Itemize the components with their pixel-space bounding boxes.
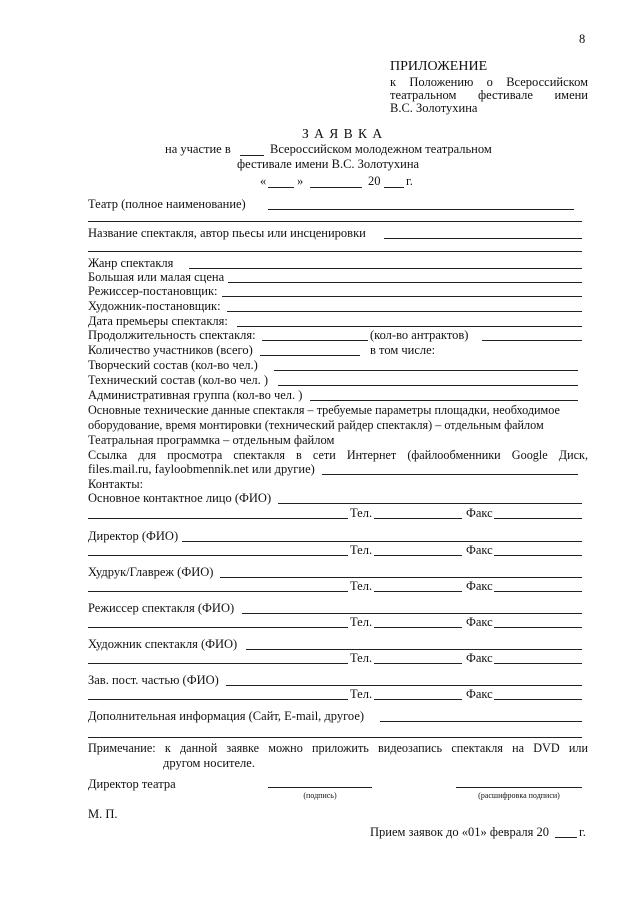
contact-designer-tel-label: Тел. <box>350 651 373 665</box>
duration-label: Продолжительность спектакля: <box>88 328 256 342</box>
contact-designer-fax-field[interactable] <box>494 663 582 664</box>
contact-artdirector-name-field-extra[interactable] <box>88 591 348 592</box>
contact-production-head-name-field-extra[interactable] <box>88 699 348 700</box>
date-month-field[interactable] <box>310 187 362 188</box>
heading-line-1-suffix: Всероссийском молодежном театральном <box>270 142 492 156</box>
contact-main-fax-field[interactable] <box>494 518 582 519</box>
tech-data-line-2: оборудование, время монтировки (технический райдер спектакля) – отдельным файлом <box>88 418 544 432</box>
director-field[interactable] <box>222 296 582 297</box>
premiere-label: Дата премьеры спектакля: <box>88 314 228 328</box>
including-label: в том числе: <box>370 343 436 357</box>
contact-designer-label: Художник спектакля (ФИО) <box>88 637 238 651</box>
creative-label: Творческий состав (кол-во чел.) <box>88 358 258 372</box>
deadline-suffix: г. <box>579 825 586 839</box>
contacts-title: Контакты: <box>88 477 144 491</box>
contact-main-name-field-extra[interactable] <box>88 518 348 519</box>
contact-production-head-fax-field[interactable] <box>494 699 582 700</box>
intermissions-field[interactable] <box>482 340 582 341</box>
contact-designer-fax-label: Факс <box>466 651 493 665</box>
genre-label: Жанр спектакля <box>88 256 174 270</box>
contact-main-tel-field[interactable] <box>374 518 462 519</box>
premiere-field[interactable] <box>237 326 582 327</box>
link-line-1: Ссылка для просмотра спектакля в сети Интернет (файлообменники Google Диск, <box>88 448 588 462</box>
contact-production-head-label: Зав. пост. частью (ФИО) <box>88 673 219 687</box>
contact-director-name-field[interactable] <box>182 541 582 542</box>
contact-artdirector-tel-label: Тел. <box>350 579 373 593</box>
theatre-label: Театр (полное наименование) <box>88 197 246 211</box>
seal-label: М. П. <box>88 807 118 821</box>
contact-artdirector-fax-field[interactable] <box>494 591 582 592</box>
link-field[interactable] <box>322 474 578 475</box>
intermissions-label: (кол-во антрактов) <box>370 328 469 342</box>
contact-artdirector-name-field[interactable] <box>220 577 582 578</box>
contact-stage-director-fax-label: Факс <box>466 615 493 629</box>
appendix-line-1: к Положению о Всероссийском <box>390 75 588 89</box>
signature-field[interactable] <box>268 787 372 788</box>
participants-field[interactable] <box>260 355 360 356</box>
contact-main-fax-label: Факс <box>466 506 493 520</box>
artist-field[interactable] <box>227 311 582 312</box>
contact-stage-director-name-field[interactable] <box>242 613 582 614</box>
contact-stage-director-tel-field[interactable] <box>374 627 462 628</box>
spectacle-name-field[interactable] <box>384 238 582 239</box>
stage-label: Большая или малая сцена <box>88 270 225 284</box>
contact-main-tel-label: Тел. <box>350 506 373 520</box>
signature-decode-caption: (расшифровка подписи) <box>478 791 560 800</box>
creative-field[interactable] <box>274 370 578 371</box>
additional-info-field-extra[interactable] <box>88 737 582 738</box>
technical-field[interactable] <box>278 385 578 386</box>
contact-main-label: Основное контактное лицо (ФИО) <box>88 491 272 505</box>
page-number: 8 <box>579 32 586 46</box>
contact-production-head-name-field[interactable] <box>226 685 582 686</box>
artist-label: Художник-постановщик: <box>88 299 221 313</box>
date-year-field[interactable] <box>384 187 404 188</box>
contact-production-head-fax-label: Факс <box>466 687 493 701</box>
appendix-title: ПРИЛОЖЕНИЕ <box>390 59 488 74</box>
additional-info-field[interactable] <box>380 721 582 722</box>
deadline-year-field[interactable] <box>555 837 577 838</box>
duration-field[interactable] <box>262 340 368 341</box>
note-line-1: Примечание: к данной заявке можно приложить видеозапись спектакля на DVD или <box>88 741 588 755</box>
date-day-field[interactable] <box>268 187 294 188</box>
director-label: Режиссер-постановщик: <box>88 284 218 298</box>
contact-director-name-field-extra[interactable] <box>88 555 348 556</box>
participants-label: Количество участников (всего) <box>88 343 253 357</box>
note-line-2: другом носителе. <box>163 756 255 770</box>
contact-designer-tel-field[interactable] <box>374 663 462 664</box>
signature-caption: (подпись) <box>303 791 337 800</box>
contact-artdirector-label: Худрук/Главреж (ФИО) <box>88 565 214 579</box>
genre-field[interactable] <box>189 268 582 269</box>
deadline-prefix: Прием заявок до «01» февраля 20 <box>370 825 549 839</box>
additional-info-label: Дополнительная информация (Сайт, E-mail, другое) <box>88 709 365 723</box>
contact-director-fax-label: Факс <box>466 543 493 557</box>
contact-production-head-tel-field[interactable] <box>374 699 462 700</box>
contact-main-name-field[interactable] <box>278 503 582 504</box>
contact-designer-name-field[interactable] <box>246 649 582 650</box>
contact-artdirector-fax-label: Факс <box>466 579 493 593</box>
heading-line-2: фестивале имени В.С. Золотухина <box>237 157 420 171</box>
spectacle-name-field-extra[interactable] <box>88 251 582 252</box>
contact-director-tel-label: Тел. <box>350 543 373 557</box>
edition-number-field[interactable] <box>240 155 264 156</box>
appendix-line-2: театральном фестивале имени <box>390 88 588 102</box>
signature-decode-field[interactable] <box>456 787 582 788</box>
contact-director-fax-field[interactable] <box>494 555 582 556</box>
form-title: З А Я В К А <box>302 126 384 141</box>
contact-artdirector-tel-field[interactable] <box>374 591 462 592</box>
date-year-prefix: 20 <box>368 174 381 188</box>
heading-line-1-prefix: на участие в <box>165 142 231 156</box>
admin-field[interactable] <box>310 400 578 401</box>
link-line-2: files.mail.ru, fayloobmennik.net или другие) <box>88 462 315 476</box>
tech-data-line-1: Основные технические данные спектакля – требуемые параметры площадки, необходимое <box>88 403 560 417</box>
date-open-quote: « <box>260 174 267 188</box>
contact-director-label: Директор (ФИО) <box>88 529 179 543</box>
contact-designer-name-field-extra[interactable] <box>88 663 348 664</box>
theatre-field[interactable] <box>268 209 574 210</box>
spectacle-name-label: Название спектакля, автор пьесы или инсценировки <box>88 226 366 240</box>
program-note: Театральная программка – отдельным файлом <box>88 433 335 447</box>
date-year-suffix: г. <box>406 174 413 188</box>
technical-label: Технический состав (кол-во чел. ) <box>88 373 269 387</box>
appendix-line-3: В.С. Золотухина <box>390 101 478 115</box>
date-close-quote: » <box>297 174 304 188</box>
stage-field[interactable] <box>228 282 582 283</box>
contact-stage-director-tel-label: Тел. <box>350 615 373 629</box>
contact-stage-director-fax-field[interactable] <box>494 627 582 628</box>
contact-stage-director-label: Режиссер спектакля (ФИО) <box>88 601 235 615</box>
admin-label: Административная группа (кол-во чел. ) <box>88 388 303 402</box>
contact-stage-director-name-field-extra[interactable] <box>88 627 348 628</box>
theatre-field-extra[interactable] <box>88 221 582 222</box>
signature-label: Директор театра <box>88 777 176 791</box>
contact-director-tel-field[interactable] <box>374 555 462 556</box>
contact-production-head-tel-label: Тел. <box>350 687 373 701</box>
